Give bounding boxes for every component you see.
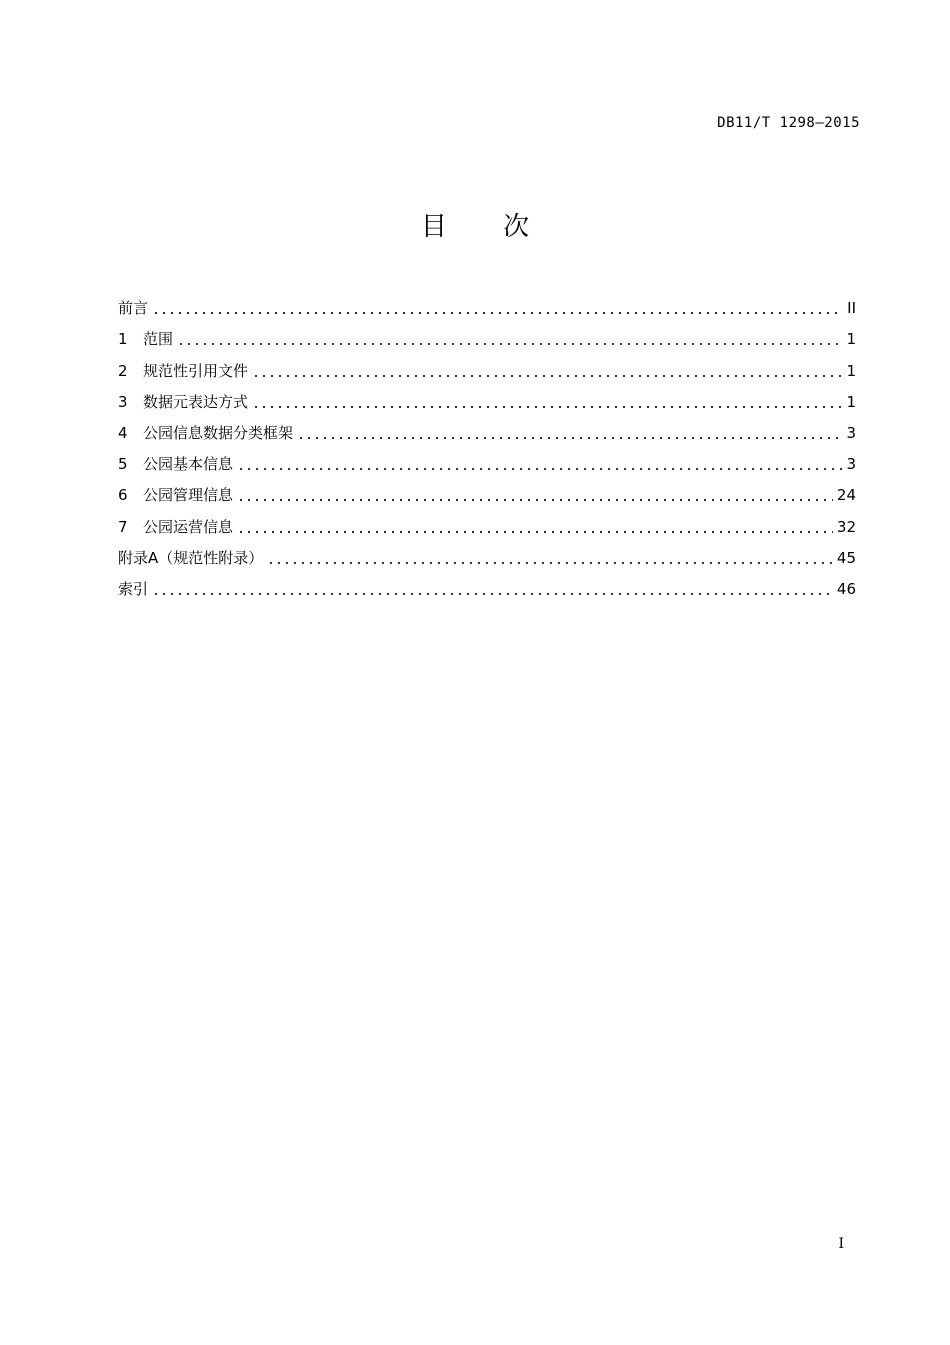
dot-leader [177,343,842,345]
dot-leader [267,562,833,564]
toc-entry-index[interactable] [118,568,856,599]
toc-entry-label: 索引 [118,579,149,598]
toc-entry-page: 24 [836,486,856,505]
toc-entry-number: 1 [118,330,128,349]
toc-entry-number: 6 [118,486,128,505]
toc-entry-7[interactable] [118,505,856,536]
toc-entry-2[interactable] [118,349,856,380]
toc-entry-number: 5 [118,455,128,474]
toc-entry-label: 公园管理信息 [143,486,234,505]
toc-entry-label: 前言 [118,299,149,318]
toc-entry-foreword[interactable] [118,287,856,318]
toc-entry-page: 3 [846,455,856,474]
toc-entry-3[interactable] [118,381,856,412]
table-of-contents [118,287,856,599]
toc-entry-page: 32 [836,517,856,536]
toc-entry-page: 3 [846,423,856,442]
dot-leader [152,593,833,595]
toc-entry-page: 45 [836,548,856,567]
toc-entry-label: 公园运营信息 [143,517,234,536]
toc-entry-5[interactable] [118,443,856,474]
toc-entry-6[interactable] [118,474,856,505]
toc-entry-label: 数据元表达方式 [143,392,249,411]
dot-leader [252,375,842,377]
toc-entry-label: 公园基本信息 [143,455,234,474]
toc-entry-number: 2 [118,361,128,380]
toc-entry-label: 范围 [143,330,174,349]
dot-leader [297,437,842,439]
toc-entry-label: 附录A（规范性附录） [118,548,264,567]
toc-entry-page: II [847,299,856,318]
toc-entry-page: 1 [846,392,856,411]
page-number: I [838,1236,844,1252]
toc-entry-page: 46 [836,579,856,598]
toc-entry-number: 7 [118,517,128,536]
dot-leader [237,531,833,533]
page-title: 目 次 [420,212,554,242]
toc-entry-page: 1 [846,361,856,380]
dot-leader [252,406,842,408]
toc-entry-4[interactable] [118,412,856,443]
dot-leader [237,499,833,501]
toc-entry-number: 3 [118,392,128,411]
toc-entry-appendix-a[interactable] [118,537,856,568]
toc-entry-label: 规范性引用文件 [143,361,249,380]
document-code: DB11/T 1298—2015 [717,115,860,131]
toc-entry-page: 1 [846,330,856,349]
dot-leader [152,312,843,314]
toc-entry-number: 4 [118,423,128,442]
dot-leader [237,468,842,470]
toc-entry-1[interactable] [118,318,856,349]
toc-entry-label: 公园信息数据分类框架 [143,423,294,442]
